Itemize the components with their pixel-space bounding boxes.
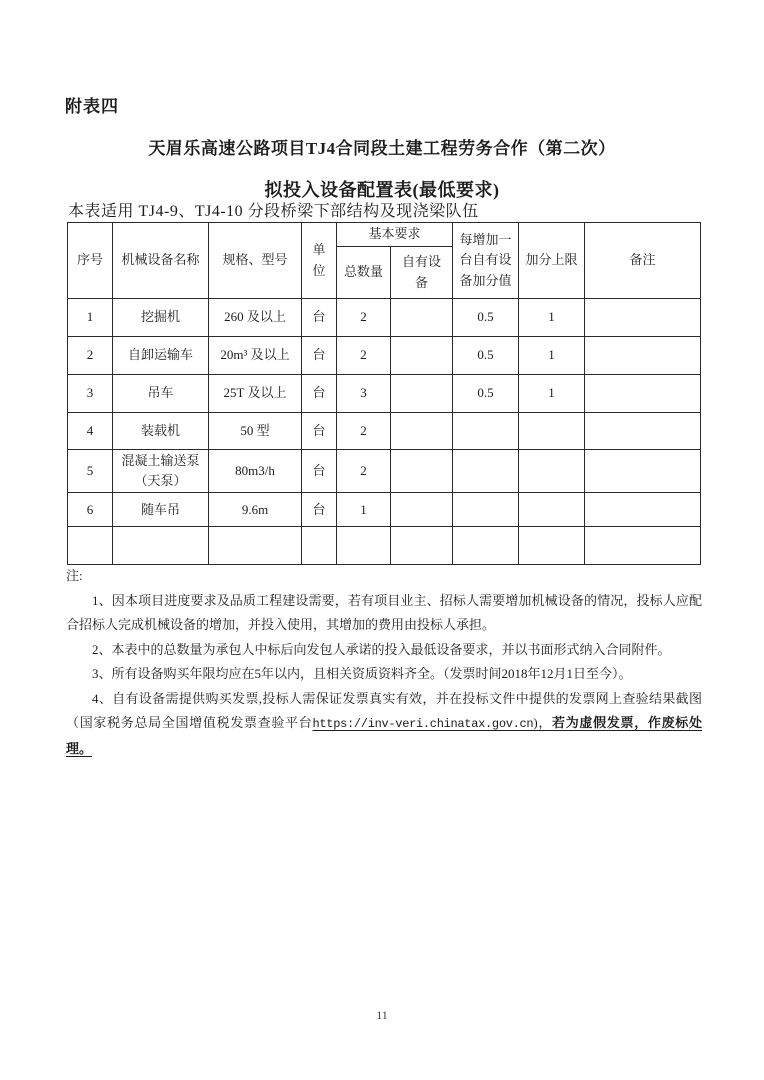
cell-remark bbox=[585, 375, 701, 413]
cell-name: 挖掘机 bbox=[113, 299, 209, 337]
cell-spec: 80m3/h bbox=[209, 450, 302, 493]
cell-seq: 6 bbox=[68, 493, 113, 527]
note-item-1: 1、因本项目进度要求及品质工程建设需要，若有项目业主、招标人需要增加机械设备的情况，投标人应配合招标人完成机械设备的增加，并投入使用，其增加的费用由投标人承担。 bbox=[66, 592, 702, 632]
cell-bonus: 0.5 bbox=[453, 337, 519, 375]
cell-remark bbox=[585, 337, 701, 375]
cell-name: 自卸运输车 bbox=[113, 337, 209, 375]
cell-cap: 1 bbox=[519, 299, 585, 337]
cell-own bbox=[391, 493, 453, 527]
scope-note: 本表适用 TJ4-9、TJ4-10 分段桥梁下部结构及现浇梁队伍 bbox=[68, 203, 479, 220]
cell-spec: 9.6m bbox=[209, 493, 302, 527]
appendix-label: 附表四 bbox=[65, 97, 119, 116]
cell-unit: 台 bbox=[302, 299, 337, 337]
cell-bonus: 0.5 bbox=[453, 375, 519, 413]
cell-total: 2 bbox=[337, 337, 391, 375]
page-number: 11 bbox=[376, 1008, 388, 1022]
note-4-paren: )， bbox=[533, 715, 553, 730]
cell-remark bbox=[585, 493, 701, 527]
table-row bbox=[68, 413, 701, 450]
table-row bbox=[68, 375, 701, 413]
cell-cap bbox=[519, 413, 585, 450]
cell-spec: 260 及以上 bbox=[209, 299, 302, 337]
cell-unit: 台 bbox=[302, 375, 337, 413]
col-header-total-qty: 总数量 bbox=[337, 247, 391, 299]
cell-name: 吊车 bbox=[113, 375, 209, 413]
cell-name: 随车吊 bbox=[113, 493, 209, 527]
table-row-empty bbox=[68, 527, 701, 565]
table-row bbox=[68, 299, 701, 337]
cell-unit bbox=[302, 527, 337, 565]
cell-unit: 台 bbox=[302, 493, 337, 527]
cell-spec: 50 型 bbox=[209, 413, 302, 450]
cell-total: 1 bbox=[337, 493, 391, 527]
cell-remark bbox=[585, 527, 701, 565]
note-item-2: 2、本表中的总数量为承包人中标后向发包人承诺的投入最低设备要求，并以书面形式纳入合同附件。 bbox=[92, 641, 671, 657]
cell-bonus bbox=[453, 493, 519, 527]
note-4-text: 4、自有设备需提供购买发票,投标人需保证发票真实有效，并在投标文件中提供的发票网上查验结果截图（国家税务总局全国增值税发票查验平台 bbox=[66, 690, 702, 730]
void-bid-warning: 若为虚假发票，作废标处理。 bbox=[66, 715, 702, 756]
cell-seq: 5 bbox=[68, 450, 113, 493]
col-header-spec: 规格、型号 bbox=[209, 223, 302, 299]
cell-cap bbox=[519, 493, 585, 527]
notes-section bbox=[66, 564, 702, 761]
note-item-4 bbox=[66, 687, 702, 762]
notes-label: 注: bbox=[66, 568, 83, 583]
cell-unit: 台 bbox=[302, 450, 337, 493]
cell-own bbox=[391, 450, 453, 493]
cell-total: 2 bbox=[337, 450, 391, 493]
table-row bbox=[68, 450, 701, 493]
col-header-bonus-per-unit: 每增加一台自有设备加分值 bbox=[453, 223, 519, 299]
cell-total: 2 bbox=[337, 413, 391, 450]
cell-total: 2 bbox=[337, 299, 391, 337]
col-header-name: 机械设备名称 bbox=[113, 223, 209, 299]
col-header-bonus-cap: 加分上限 bbox=[519, 223, 585, 299]
cell-own bbox=[391, 299, 453, 337]
cell-bonus bbox=[453, 450, 519, 493]
col-header-own-equip: 自有设备 bbox=[391, 247, 453, 299]
cell-seq bbox=[68, 527, 113, 565]
cell-own bbox=[391, 375, 453, 413]
cell-spec: 20m³ 及以上 bbox=[209, 337, 302, 375]
col-header-basic-req: 基本要求 bbox=[337, 223, 453, 247]
col-header-seq: 序号 bbox=[68, 223, 113, 299]
table-header-row-1 bbox=[68, 223, 701, 247]
cell-own bbox=[391, 413, 453, 450]
cell-spec: 25T 及以上 bbox=[209, 375, 302, 413]
cell-seq: 3 bbox=[68, 375, 113, 413]
cell-unit: 台 bbox=[302, 337, 337, 375]
table-row bbox=[68, 337, 701, 375]
cell-total: 3 bbox=[337, 375, 391, 413]
note-item-3: 3、所有设备购买年限均应在5年以内，且相关资质资料齐全。（发票时间2018年12月1日至今）。 bbox=[92, 666, 632, 681]
cell-seq: 1 bbox=[68, 299, 113, 337]
col-header-unit: 单位 bbox=[302, 223, 337, 299]
cell-total bbox=[337, 527, 391, 565]
cell-own bbox=[391, 527, 453, 565]
cell-name bbox=[113, 527, 209, 565]
cell-spec bbox=[209, 527, 302, 565]
cell-unit: 台 bbox=[302, 413, 337, 450]
cell-name: 混凝土输送泵（天泵） bbox=[113, 450, 209, 493]
cell-seq: 4 bbox=[68, 413, 113, 450]
cell-bonus: 0.5 bbox=[453, 299, 519, 337]
cell-cap: 1 bbox=[519, 337, 585, 375]
cell-cap bbox=[519, 527, 585, 565]
invoice-verification-url[interactable]: https://inv-veri.chinatax.gov.cn bbox=[312, 717, 534, 731]
document-subtitle: 拟投入设备配置表(最低要求) bbox=[264, 180, 500, 200]
cell-cap: 1 bbox=[519, 375, 585, 413]
document-title: 天眉乐高速公路项目TJ4合同段土建工程劳务合作（第二次） bbox=[148, 139, 616, 158]
table-row bbox=[68, 493, 701, 527]
cell-bonus bbox=[453, 413, 519, 450]
col-header-remarks: 备注 bbox=[585, 223, 701, 299]
cell-seq: 2 bbox=[68, 337, 113, 375]
cell-own bbox=[391, 337, 453, 375]
cell-remark bbox=[585, 450, 701, 493]
cell-remark bbox=[585, 299, 701, 337]
cell-cap bbox=[519, 450, 585, 493]
equipment-table bbox=[67, 222, 701, 565]
cell-remark bbox=[585, 413, 701, 450]
cell-name: 装载机 bbox=[113, 413, 209, 450]
cell-bonus bbox=[453, 527, 519, 565]
